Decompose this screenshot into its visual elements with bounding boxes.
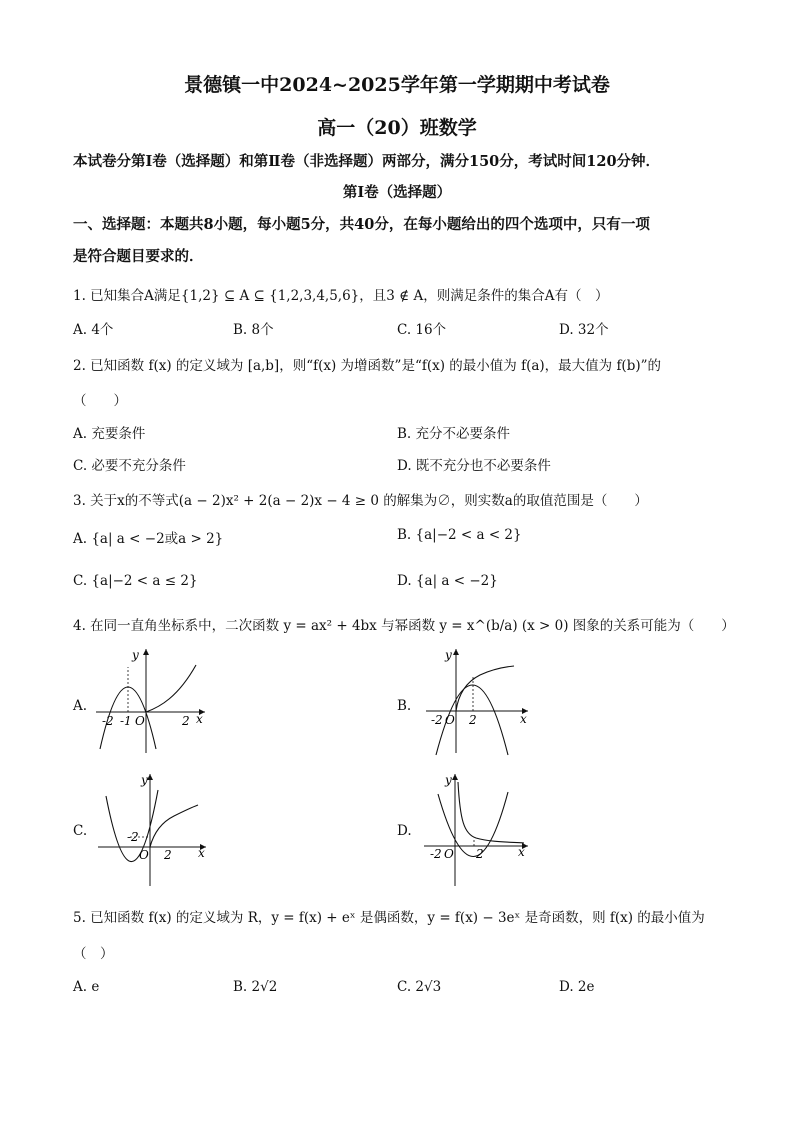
label-y: y bbox=[445, 773, 452, 787]
question-3-stem: 3. 关于x的不等式(a − 2)x² + 2(a − 2)x − 4 ≥ 0 的解集为∅，则实数a的取值范围是（ ） bbox=[73, 493, 648, 509]
question-5-option-d: D. 2e bbox=[559, 979, 595, 995]
label-origin: O bbox=[139, 848, 149, 862]
question-5-option-b: B. 2√2 bbox=[233, 979, 278, 995]
power-curve bbox=[456, 666, 514, 711]
question-5-option-a: A. e bbox=[73, 979, 100, 995]
label-x: x bbox=[518, 845, 525, 859]
exam-intro: 本试卷分第Ⅰ卷（选择题）和第Ⅱ卷（非选择题）两部分，满分150分，考试时间120分钟． bbox=[73, 153, 661, 170]
label-neg1: -1 bbox=[120, 714, 132, 728]
question-2-stem-line1: 2. 已知函数 f(x) 的定义域为 [a,b]，则“f(x) 为增函数”是“f(x) 的最小值为 f(a)，最大值为 f(b)”的 bbox=[73, 358, 662, 374]
question-5-stem-line1: 5. 已知函数 f(x) 的定义域为 R，y = f(x) + eˣ 是偶函数，y = f(x) − 3eˣ 是奇函数，则 f(x) 的最小值为 bbox=[73, 910, 705, 926]
label-x: x bbox=[520, 712, 527, 726]
question-4-option-a: A. bbox=[73, 698, 88, 714]
question-3-option-a: A. {a| a < −2或a > 2} bbox=[73, 531, 224, 547]
label-neg2: -2 bbox=[127, 830, 139, 844]
question-2-option-a: A. 充要条件 bbox=[73, 426, 146, 442]
question-4-stem: 4. 在同一直角坐标系中，二次函数 y = ax² + 4bx 与幂函数 y = x^(b/a) (x > 0) 图象的关系可能为（ ） bbox=[73, 618, 735, 634]
question-4-option-c: C. bbox=[73, 823, 88, 839]
question-1-option-b: B. 8个 bbox=[233, 322, 274, 338]
question-3-option-c: C. {a|−2 < a ≤ 2} bbox=[73, 573, 198, 589]
y-axis-arrow bbox=[147, 774, 153, 780]
y-axis-arrow bbox=[453, 649, 459, 655]
label-x: x bbox=[196, 712, 203, 726]
question-1-option-a: A. 4个 bbox=[73, 322, 114, 338]
label-neg2: -2 bbox=[102, 714, 114, 728]
exam-subtitle: 高一（20）班数学 bbox=[317, 117, 477, 139]
label-neg2: -2 bbox=[431, 713, 443, 727]
section-heading-line1: 一、选择题：本题共8小题，每小题5分，共40分，在每小题给出的四个选项中，只有一项 bbox=[73, 216, 650, 233]
question-2-option-d: D. 既不充分也不必要条件 bbox=[397, 458, 551, 474]
label-2: 2 bbox=[164, 848, 172, 862]
graph-c bbox=[94, 770, 212, 890]
label-origin: O bbox=[444, 847, 454, 861]
question-3-option-d: D. {a| a < −2} bbox=[397, 573, 498, 589]
graph-b bbox=[418, 645, 533, 757]
label-y: y bbox=[132, 648, 139, 662]
part-heading: 第Ⅰ卷（选择题） bbox=[342, 184, 452, 201]
label-x: x bbox=[198, 846, 205, 860]
power-curve bbox=[146, 665, 196, 712]
graph-a bbox=[90, 645, 210, 755]
label-2: 2 bbox=[182, 714, 190, 728]
question-4-option-b: B. bbox=[397, 698, 412, 714]
y-axis-arrow bbox=[452, 774, 458, 780]
power-curve bbox=[150, 805, 198, 847]
label-y: y bbox=[445, 648, 452, 662]
question-4-option-d: D. bbox=[397, 823, 412, 839]
question-2-option-c: C. 必要不充分条件 bbox=[73, 458, 186, 474]
question-2-option-b: B. 充分不必要条件 bbox=[397, 426, 511, 442]
power-curve bbox=[458, 782, 524, 843]
question-5-option-c: C. 2√3 bbox=[397, 979, 442, 995]
label-2: 2 bbox=[469, 713, 477, 727]
label-origin: O bbox=[135, 714, 145, 728]
question-3-option-b: B. {a|−2 < a < 2} bbox=[397, 527, 522, 543]
exam-title: 景德镇一中2024~2025学年第一学期期中考试卷 bbox=[184, 74, 610, 96]
question-2-stem-line2: （ ） bbox=[73, 393, 127, 409]
question-1-stem: 1. 已知集合A满足{1,2} ⊆ A ⊆ {1,2,3,4,5,6}，且3 ∉ A，则满足条件的集合A有（ ） bbox=[73, 288, 609, 304]
y-axis-arrow bbox=[143, 649, 149, 655]
question-1-option-d: D. 32个 bbox=[559, 322, 609, 338]
question-5-stem-line2: （ ） bbox=[73, 946, 114, 962]
section-heading-line2: 是符合题目要求的． bbox=[73, 248, 204, 265]
label-origin: O bbox=[445, 713, 455, 727]
label-neg2: -2 bbox=[430, 847, 442, 861]
label-2: 2 bbox=[476, 847, 484, 861]
question-1-option-c: C. 16个 bbox=[397, 322, 447, 338]
label-y: y bbox=[141, 773, 148, 787]
graph-d bbox=[418, 770, 536, 890]
